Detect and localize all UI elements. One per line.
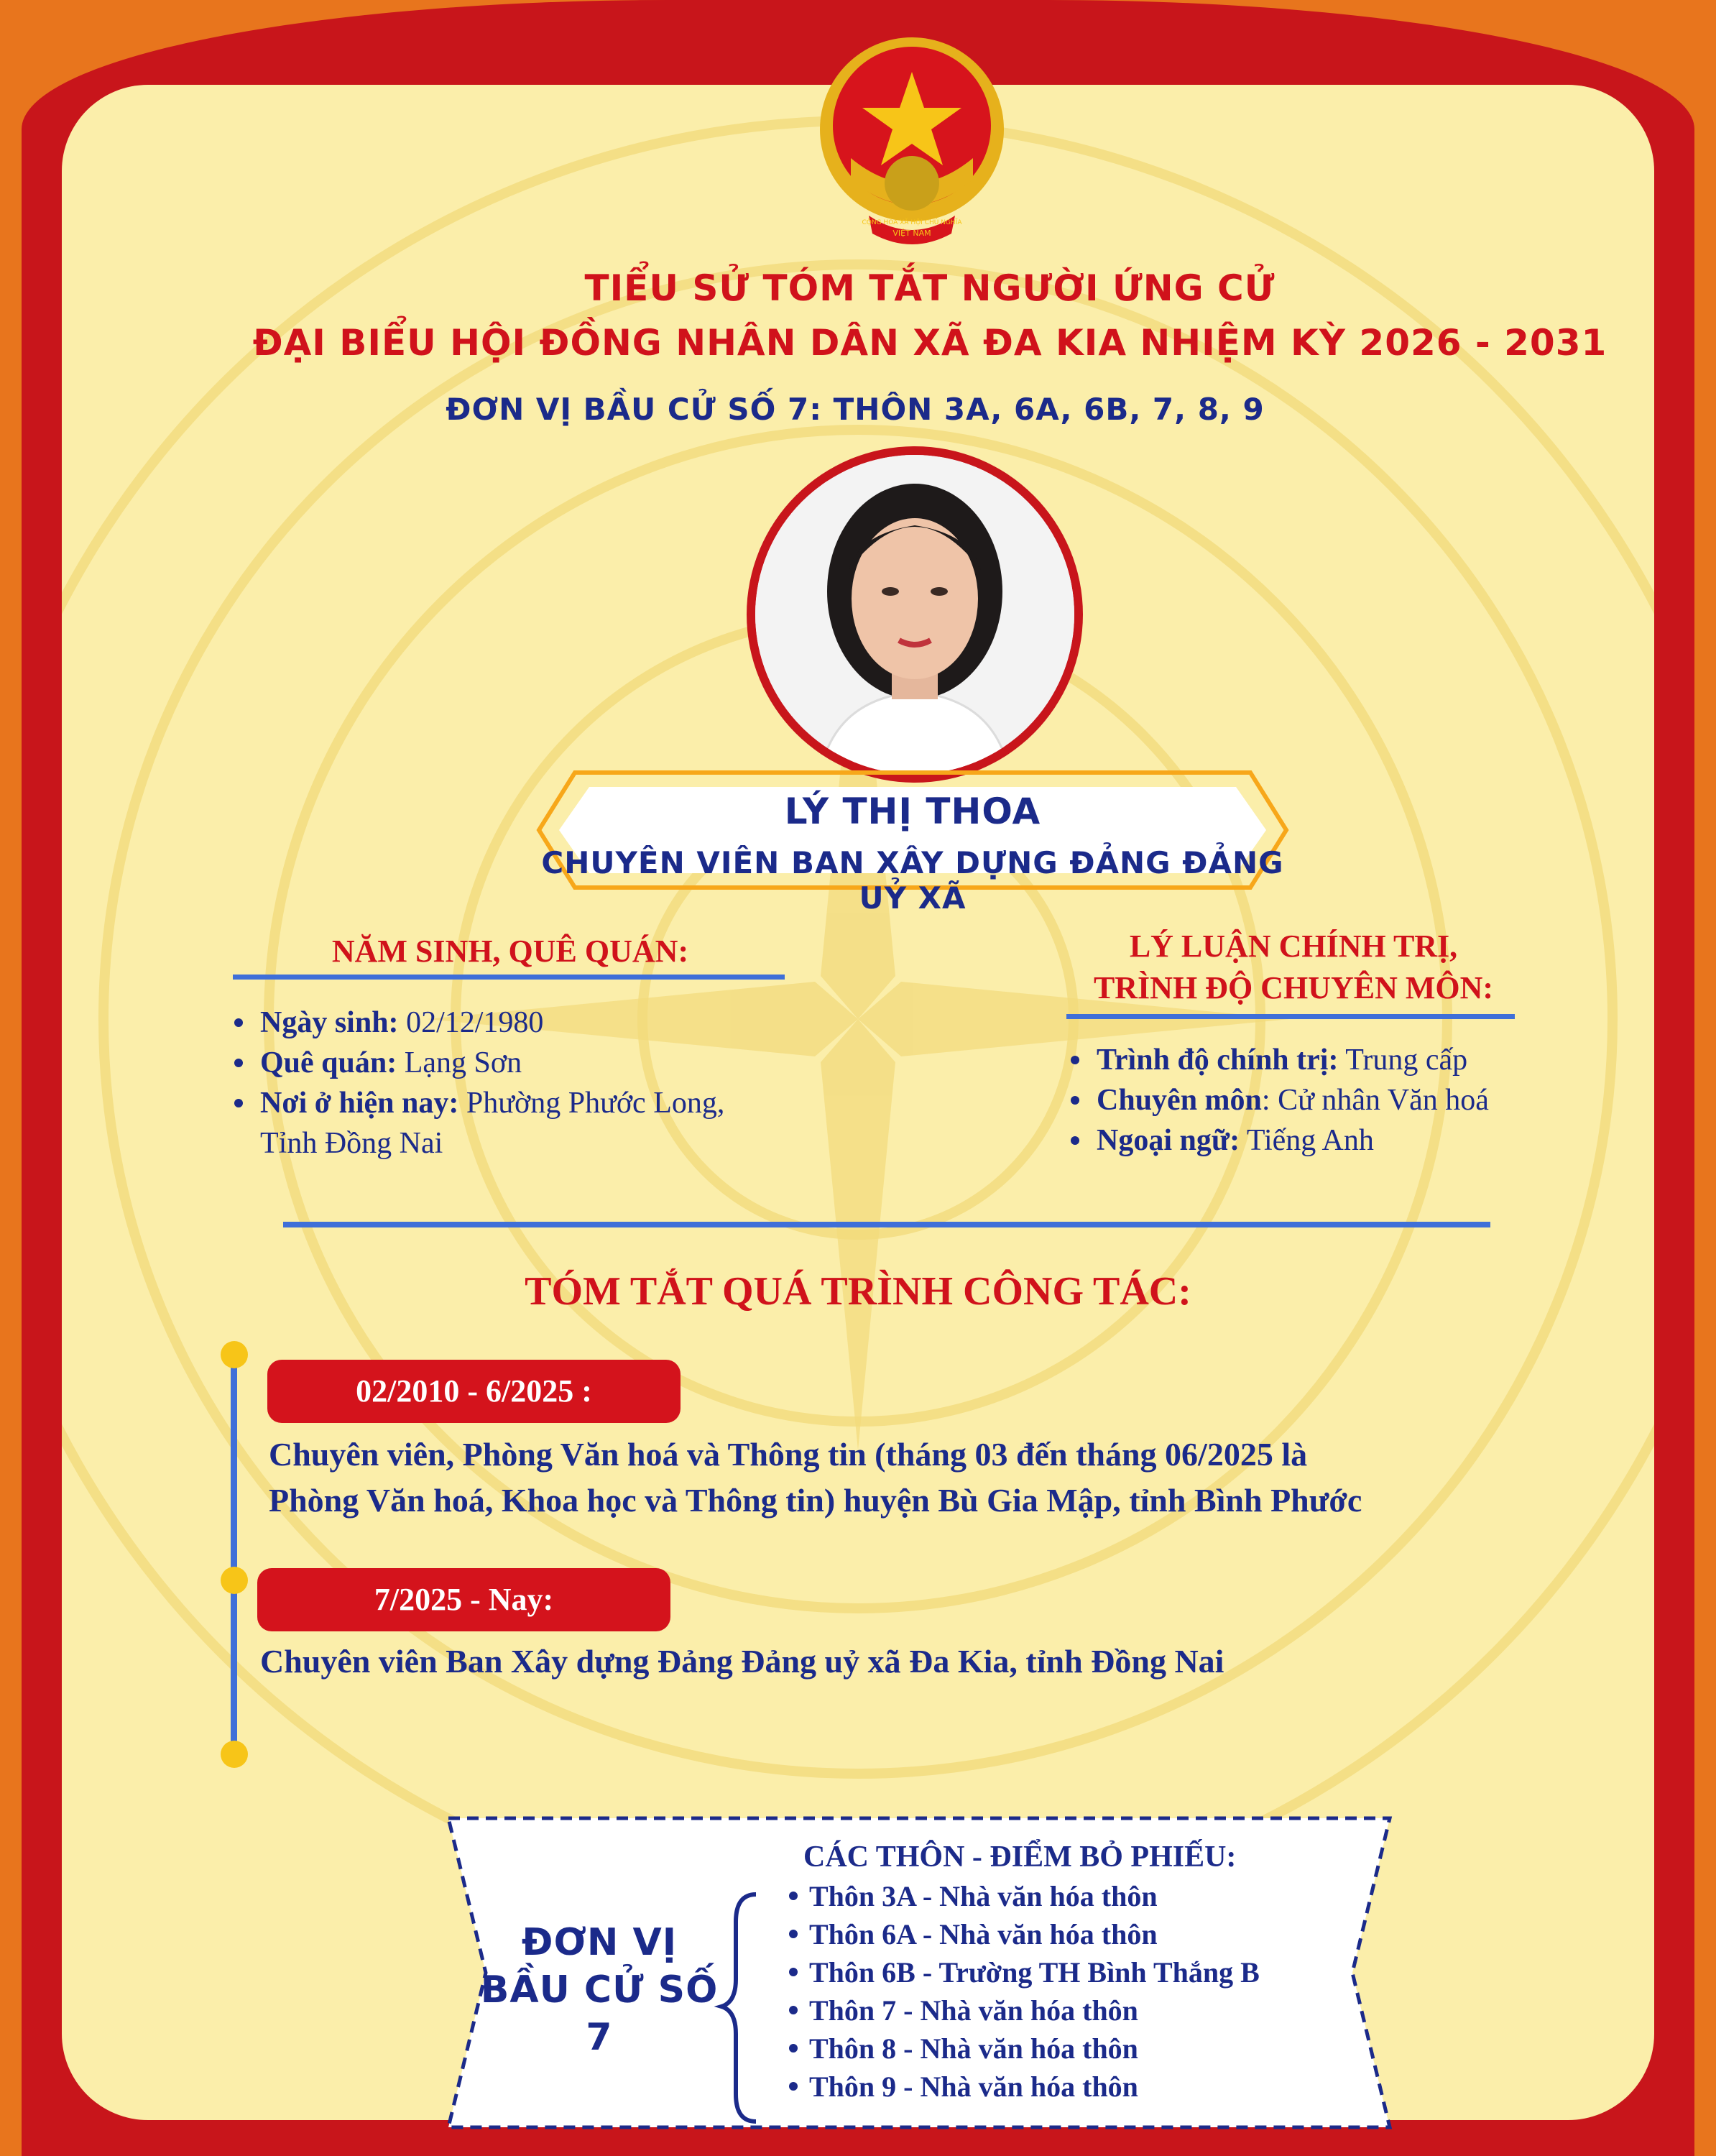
candidate-position: CHUYÊN VIÊN BAN XÂY DỰNG ĐẢNG ĐẢNG UỶ XÃ — [541, 845, 1284, 916]
national-emblem — [808, 36, 1016, 252]
career-heading: TÓM TẮT QUÁ TRÌNH CÔNG TÁC: — [525, 1269, 1191, 1314]
personal-divider — [233, 975, 785, 980]
polling-stations-list — [785, 1877, 1360, 2106]
polling-stations-heading: CÁC THÔN - ĐIỂM BỎ PHIẾU: — [803, 1841, 1237, 1874]
voting-unit-label: ĐƠN VỊ BẦU CỬ SỐ 7 — [480, 1921, 719, 2059]
qualifications-divider — [1066, 1014, 1515, 1019]
emblem-ribbon-text-1: CỘNG HÒA XÃ HỘI CHỦ NGHĨA — [862, 219, 962, 226]
list-item: Chuyên môn: Cử nhân Văn hoá — [1065, 1080, 1654, 1120]
career-period-1: 02/2010 - 6/2025 : — [267, 1360, 681, 1423]
list-item: Thôn 8 - Nhà văn hóa thôn — [785, 2030, 1360, 2068]
timeline-line — [231, 1353, 237, 1751]
personal-heading: NĂM SINH, QUÊ QUÁN: — [331, 934, 689, 969]
emblem-ribbon-text-2: VIỆT NAM — [892, 229, 931, 238]
title-line-2: ĐẠI BIỂU HỘI ĐỒNG NHÂN DÂN XÃ ĐA KIA NHIỆM KỲ 2026 - 2031 — [252, 322, 1607, 364]
list-item: Trình độ chính trị: Trung cấp — [1065, 1040, 1654, 1080]
candidate-portrait — [755, 455, 1074, 774]
qualifications-heading: LÝ LUẬN CHÍNH TRỊ, TRÌNH ĐỘ CHUYÊN MÔN: — [1093, 929, 1494, 1005]
list-item: Thôn 7 - Nhà văn hóa thôn — [785, 1991, 1360, 2030]
career-description-2: Chuyên viên Ban Xây dựng Đảng Đảng uỷ xã Đa Kia, tỉnh Đồng Nai — [260, 1643, 1224, 1680]
electoral-unit-line: ĐƠN VỊ BẦU CỬ SỐ 7: THÔN 3A, 6A, 6B, 7, 8, 9 — [446, 392, 1265, 427]
list-item: Ngoại ngữ: Tiếng Anh — [1065, 1120, 1654, 1161]
career-description-1: Chuyên viên, Phòng Văn hoá và Thông tin (tháng 03 đến tháng 06/2025 là Phòng Văn hoá, Khoa học và Thông tin) huyện Bù Gia Mập, tỉnh Bình Phước — [269, 1436, 1362, 1519]
list-item: Thôn 3A - Nhà văn hóa thôn — [785, 1877, 1360, 1915]
timeline-dot — [221, 1567, 248, 1594]
section-divider — [283, 1222, 1490, 1227]
career-period-2: 7/2025 - Nay: — [257, 1568, 670, 1631]
candidate-name: LÝ THỊ THOA — [784, 791, 1041, 832]
qualifications-list — [1065, 1040, 1654, 1161]
title-line-1: TIỂU SỬ TÓM TẮT NGƯỜI ỨNG CỬ — [584, 267, 1276, 309]
timeline-dot — [221, 1741, 248, 1768]
personal-list — [229, 1003, 832, 1164]
list-item: Thôn 6A - Nhà văn hóa thôn — [785, 1915, 1360, 1953]
list-item: Ngày sinh: 02/12/1980 — [229, 1003, 832, 1043]
list-item: Thôn 6B - Trường TH Bình Thắng B — [785, 1953, 1360, 1991]
list-item: Thôn 9 - Nhà văn hóa thôn — [785, 2068, 1360, 2106]
list-item: Nơi ở hiện nay: Phường Phước Long, Tỉnh Đồng Nai — [229, 1083, 832, 1164]
list-item: Quê quán: Lạng Sơn — [229, 1043, 832, 1083]
timeline-dot — [221, 1341, 248, 1368]
